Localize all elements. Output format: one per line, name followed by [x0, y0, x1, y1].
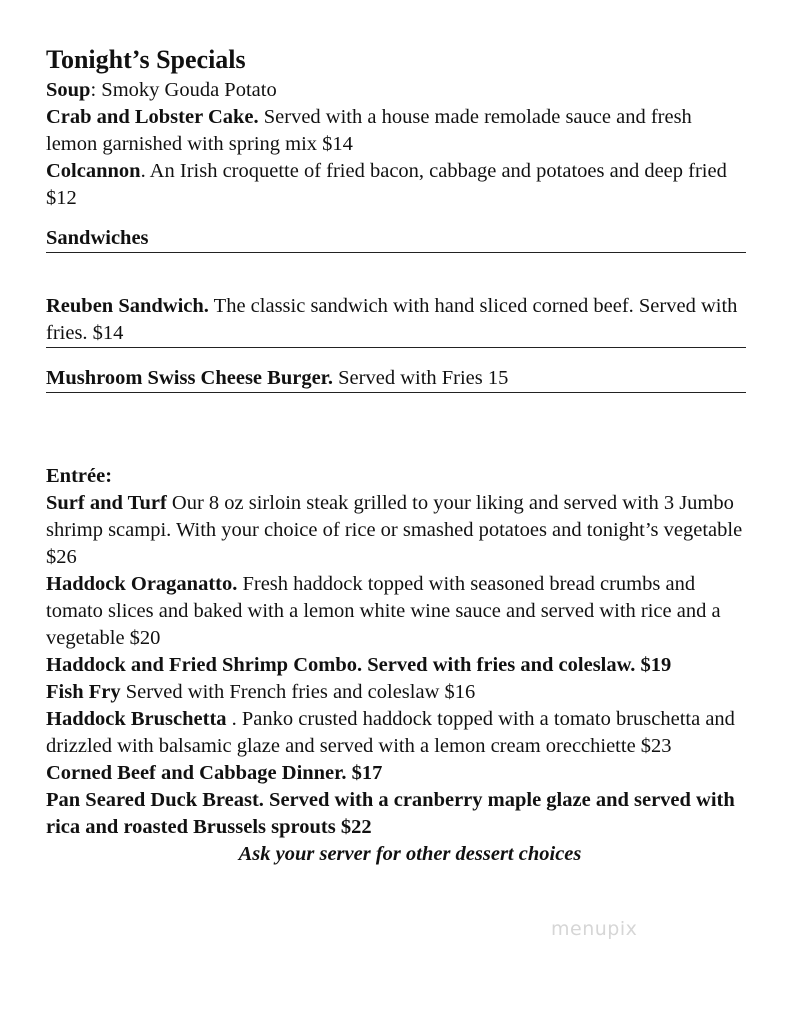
menu-page — [46, 44, 746, 868]
sandwich-item — [46, 293, 746, 348]
entree-item — [46, 571, 746, 652]
special-item — [46, 104, 746, 158]
soup-line — [46, 77, 746, 104]
entree-item — [46, 490, 746, 571]
item-description: The classic sandwich with hand sliced corned beef. Served with fries. $14 — [46, 295, 738, 344]
watermark-logo: menupix — [551, 918, 638, 940]
item-description: . Panko crusted haddock topped with a tomato bruschetta and drizzled with balsamic glaze and served with a lemon cream orecchiette $23 — [46, 708, 735, 757]
sandwiches-heading: Sandwiches — [46, 225, 746, 253]
item-name: Surf and Turf — [46, 492, 167, 514]
item-description: Fresh haddock topped with seasoned bread crumbs and tomato slices and baked with a lemon white wine sauce and served with rice and a vegetable $20 — [46, 573, 721, 649]
item-description: Served with French fries and coleslaw $16 — [120, 681, 476, 703]
item-description: Served with a house made remolade sauce and fresh lemon garnished with spring mix $14 — [46, 106, 692, 155]
item-name: Mushroom Swiss Cheese Burger. — [46, 367, 334, 389]
soup-value: Smoky Gouda Potato — [101, 79, 277, 101]
dessert-note: Ask your server for other dessert choices — [238, 843, 582, 865]
item-name: Colcannon — [46, 160, 141, 182]
item-name: Fish Fry — [46, 681, 121, 703]
entree-item: Haddock and Fried Shrimp Combo. Served with fries and coleslaw. $19 — [46, 654, 672, 676]
sandwich-item — [46, 365, 746, 393]
item-name: Reuben Sandwich. — [46, 295, 209, 317]
item-name: Haddock Oraganatto. — [46, 573, 238, 595]
item-description: Our 8 oz sirloin steak grilled to your liking and served with 3 Jumbo shrimp scampi. With your choice of rice or smashed potatoes and tonight’s vegetable $26 — [46, 492, 743, 568]
entree-item — [46, 706, 746, 760]
entree-heading: Entrée: — [46, 465, 113, 487]
entree-item — [46, 679, 746, 706]
entree-item: Corned Beef and Cabbage Dinner. $17 — [46, 762, 383, 784]
entree-item: Pan Seared Duck Breast. Served with a cranberry maple glaze and served with rica and roasted Brussels sprouts $22 — [46, 789, 735, 838]
special-item — [46, 158, 746, 212]
soup-label: Soup — [46, 79, 91, 101]
item-description: . An Irish croquette of fried bacon, cabbage and potatoes and deep fried $12 — [46, 160, 727, 209]
item-name: Haddock Bruschetta — [46, 708, 227, 730]
soup-separator: : — [90, 79, 102, 101]
item-name: Crab and Lobster Cake. — [46, 106, 259, 128]
item-description: Served with Fries 15 — [333, 367, 509, 389]
specials-title: Tonight’s Specials — [46, 45, 246, 74]
